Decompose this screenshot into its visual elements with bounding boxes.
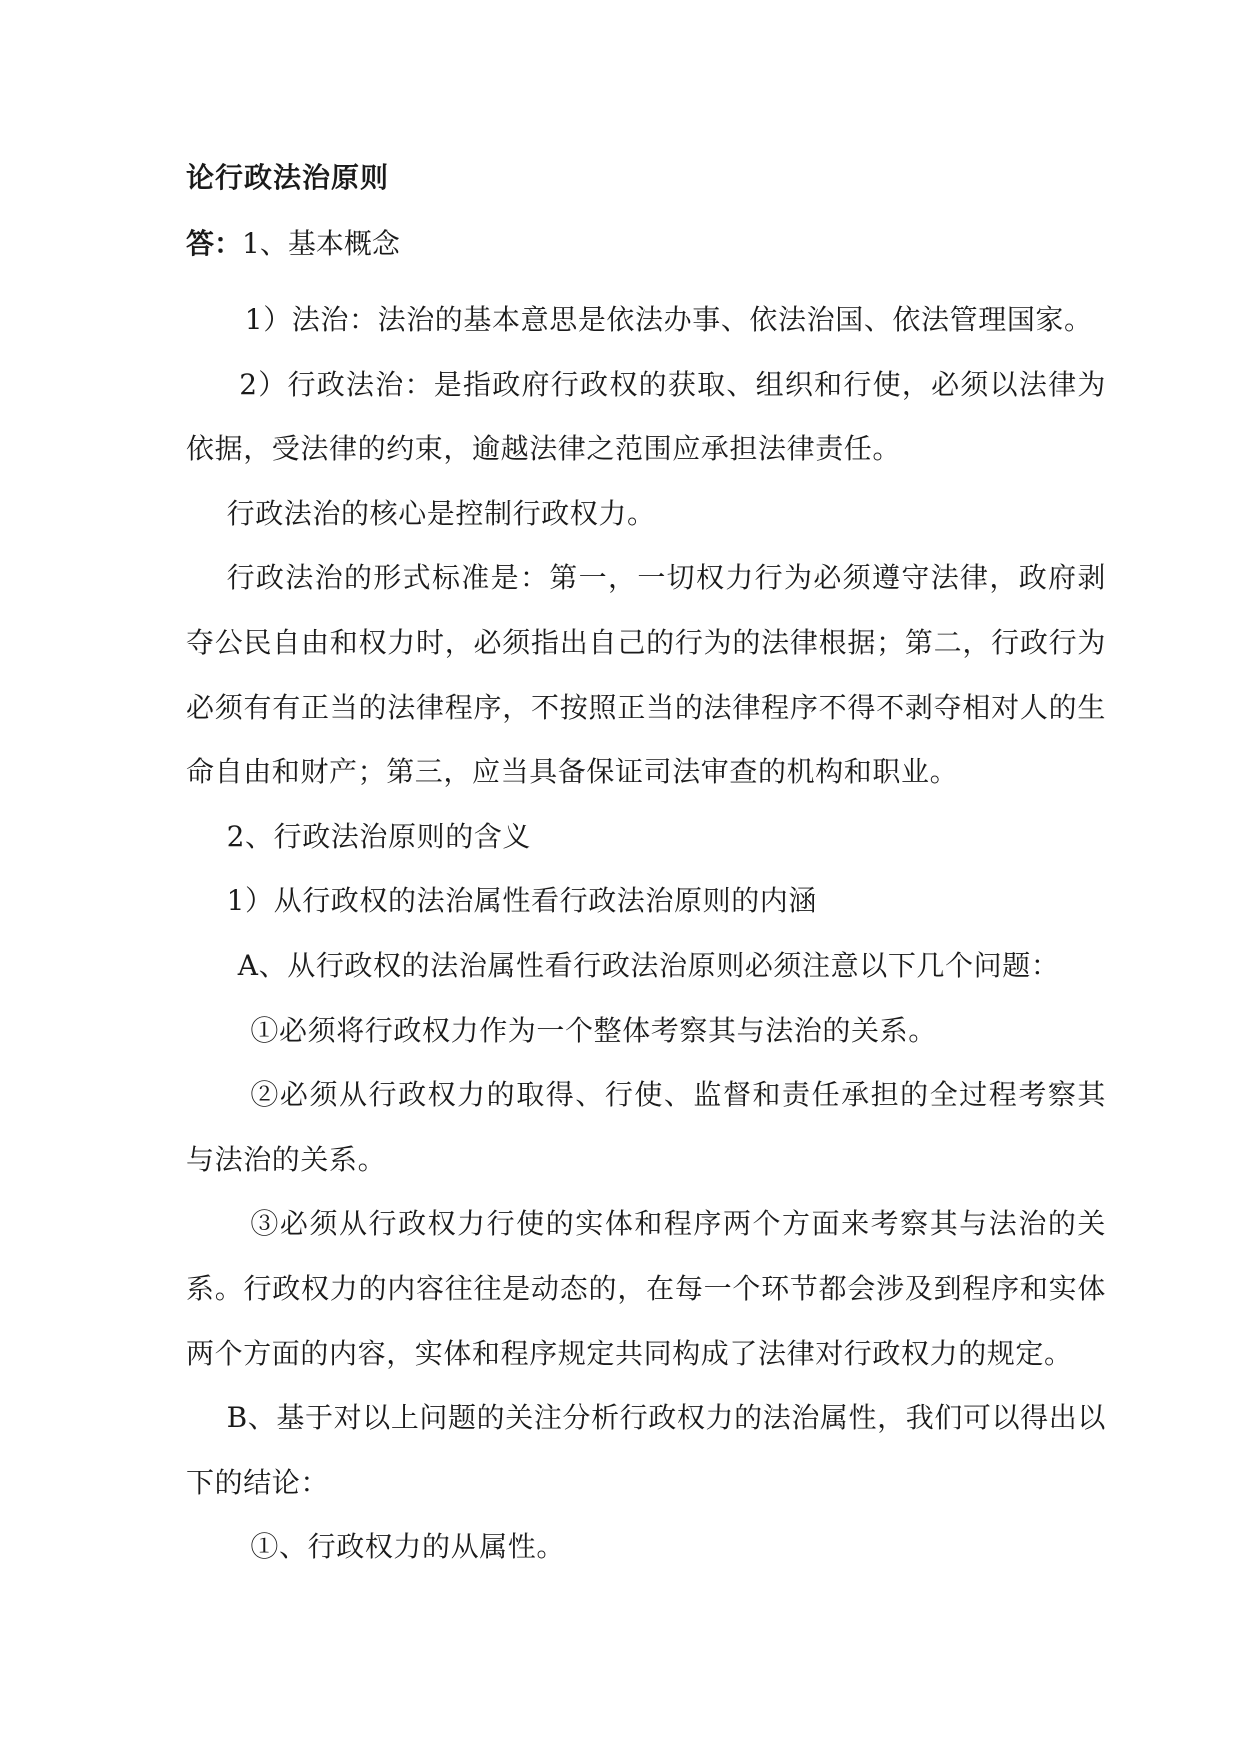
point-a: A、从行政权的法治属性看行政法治原则必须注意以下几个问题： [237, 948, 1060, 982]
conclusion-item-1: ①、行政权力的从属性。 [250, 1530, 565, 1564]
answer-heading-line [186, 224, 400, 264]
answer-heading: 1、基本概念 [242, 227, 400, 260]
item-3: ③必须从行政权力行使的实体和程序两个方面来考察其与法治的关系。行政权力的内容往往是动态的，在每一个环节都会涉及到程序和实体两个方面的内容，实体和程序规定共同构成了法律对行政权力的规定。 [186, 1207, 1106, 1370]
section-heading-meaning: 2、行政法治原则的含义 [226, 819, 532, 853]
subsection-heading: 1）从行政权的法治属性看行政法治原则的内涵 [226, 884, 818, 918]
document-body [186, 288, 1106, 1580]
document-title: 论行政法治原则 [186, 161, 390, 194]
paragraph-core: 行政法治的核心是控制行政权力。 [226, 496, 656, 530]
answer-label: 答： [186, 227, 243, 260]
paragraph-rule-of-law: 1）法治：法治的基本意思是依法办事、依法治国、依法管理国家。 [244, 303, 1093, 336]
item-1: ①必须将行政权力作为一个整体考察其与法治的关系。 [250, 1013, 937, 1047]
point-b: B、基于对以上问题的关注分析行政权力的法治属性，我们可以得出以下的结论： [186, 1401, 1106, 1499]
paragraph-administrative-rule-of-law: 2）行政法治：是指政府行政权的获取、组织和行使，必须以法律为依据，受法律的约束，逾越法律之范围应承担法律责任。 [186, 367, 1106, 466]
item-2: ②必须从行政权力的取得、行使、监督和责任承担的全过程考察其与法治的关系。 [186, 1078, 1106, 1176]
paragraph-formal-standard: 行政法治的形式标准是：第一，一切权力行为必须遵守法律，政府剥夺公民自由和权力时，必须指出自己的行为的法律根据；第二，行政行为必须有有正当的法律程序，不按照正当的法律程序不得不剥夺相对人的生命自由和财产；第三，应当具备保证司法审查的机构和职业。 [186, 561, 1106, 789]
